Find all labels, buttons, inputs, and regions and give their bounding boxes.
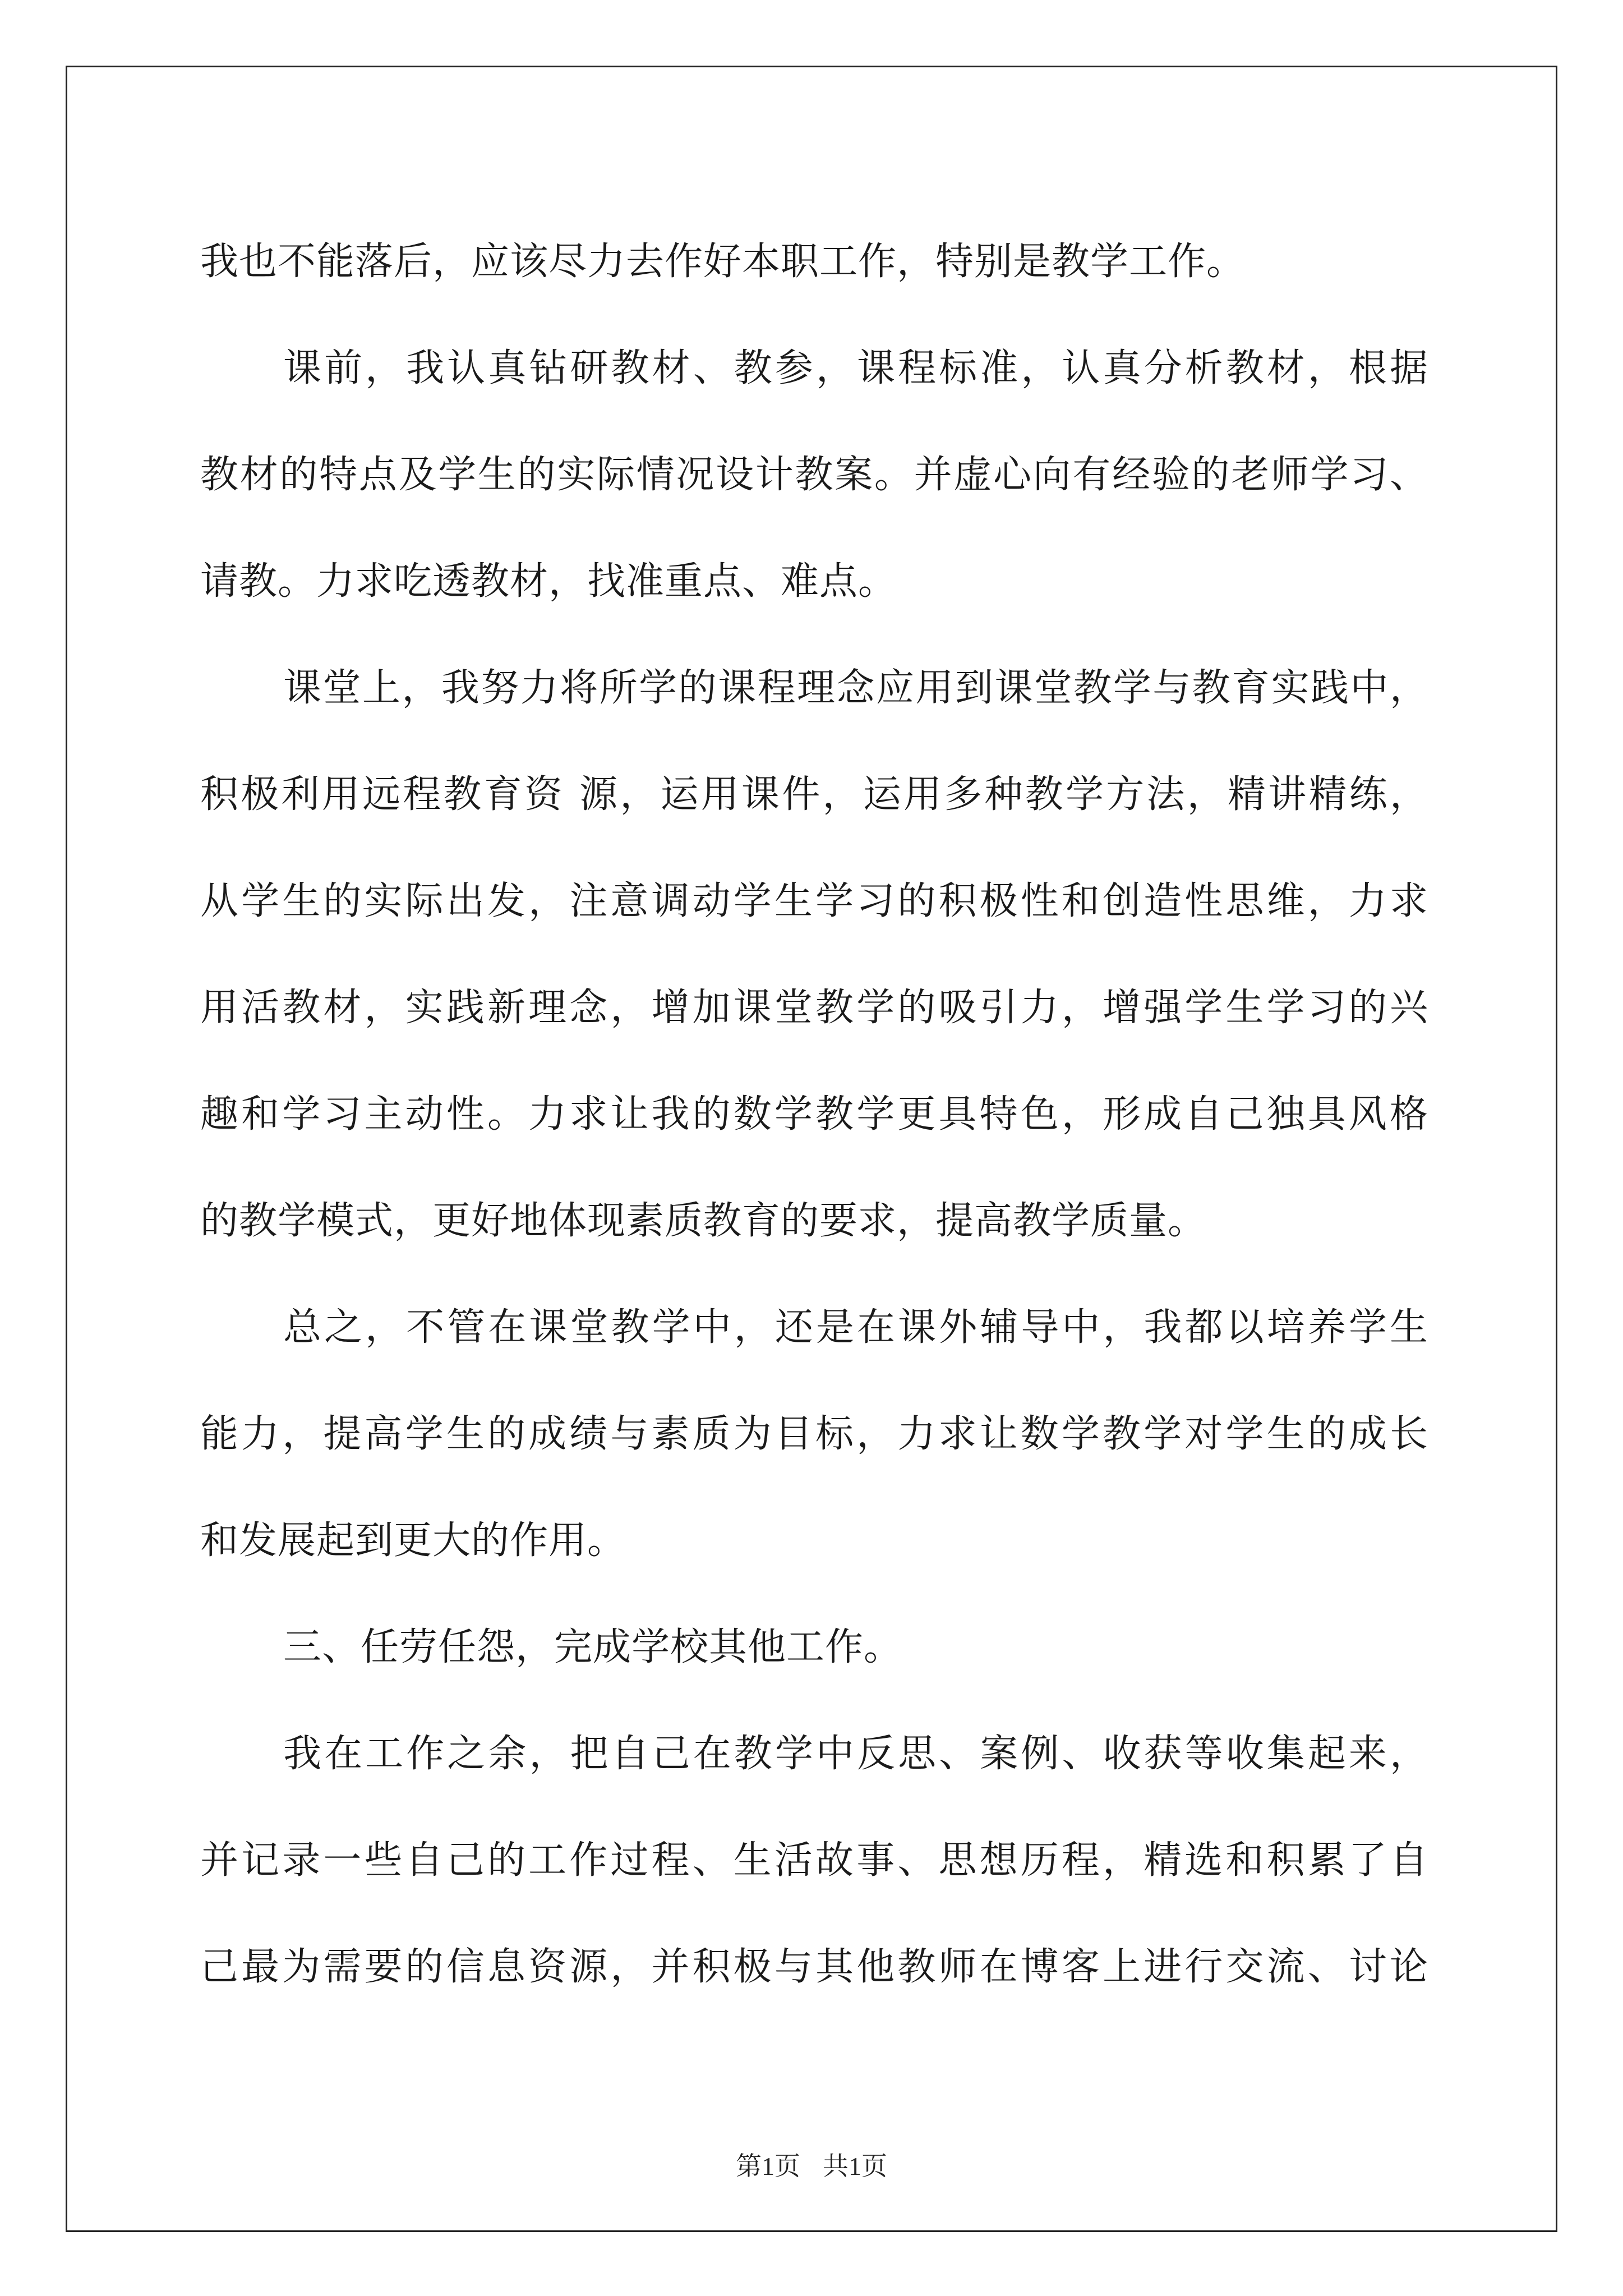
- text-line: 己最为需要的信息资源，并积极与其他教师在博客上进行交流、讨论: [200, 1945, 1428, 1989]
- text-line: 能力，提高学生的成绩与素质为目标，力求让数学教学对学生的成长: [200, 1412, 1428, 1456]
- page-footer: [0, 2146, 1623, 2183]
- page-total: 共1页: [823, 2152, 887, 2180]
- text-line: 从学生的实际出发，注意调动学生学习的积极性和创造性思维，力求: [200, 879, 1428, 923]
- text-line: 用活教材，实践新理念，增加课堂教学的吸引力，增强学生学习的兴: [200, 986, 1428, 1030]
- page-number: 第1页: [736, 2152, 800, 2180]
- text-line: 教材的特点及学生的实际情况设计教案。并虚心向有经验的老师学习、: [200, 453, 1428, 497]
- text-line: 的教学模式，更好地体现素质教育的要求，提高教学质量。: [200, 1199, 1207, 1243]
- text-line: 请教。力求吃透教材，找准重点、难点。: [200, 559, 897, 604]
- section-heading: 三、任劳任怨，完成学校其他工作。: [283, 1625, 903, 1669]
- paragraph-first-line: 课堂上，我努力将所学的课程理念应用到课堂教学与教育实践中，: [283, 666, 1428, 710]
- text-line: 积极利用远程教育资 源，运用课件，运用多种教学方法，精讲精练，: [200, 772, 1428, 817]
- text-line: 我也不能落后，应该尽力去作好本职工作，特别是教学工作。: [200, 240, 1246, 284]
- paragraph-first-line: 总之，不管在课堂教学中，还是在课外辅导中，我都以培养学生: [283, 1305, 1428, 1350]
- paragraph-first-line: 课前，我认真钻研教材、教参，课程标准，认真分析教材，根据: [283, 346, 1428, 390]
- text-line: 并记录一些自己的工作过程、生活故事、思想历程，精选和积累了自: [200, 1838, 1428, 1883]
- document-body: [200, 209, 1428, 2021]
- text-line: 趣和学习主动性。力求让我的数学教学更具特色，形成自己独具风格: [200, 1092, 1428, 1137]
- text-line: 和发展起到更大的作用。: [200, 1519, 626, 1563]
- paragraph-first-line: 我在工作之余，把自己在教学中反思、案例、收获等收集起来，: [283, 1732, 1428, 1776]
